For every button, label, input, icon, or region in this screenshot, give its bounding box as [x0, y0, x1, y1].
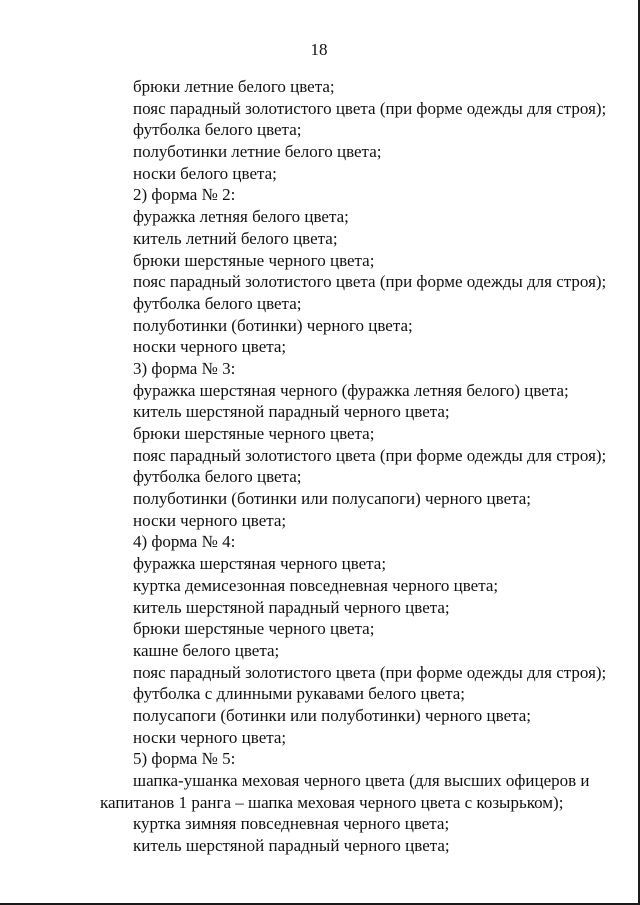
- text-line: шапка-ушанка меховая черного цвета (для высших офицеров и: [133, 771, 590, 790]
- text-line: капитанов 1 ранга – шапка меховая черного цвета с козырьком);: [100, 792, 564, 812]
- text-line: китель шерстяной парадный черного цвета;: [133, 597, 450, 617]
- text-line: полуботинки летние белого цвета;: [133, 142, 382, 162]
- text-line: брюки шерстяные черного цвета;: [133, 424, 375, 443]
- text-line: футболка белого цвета;: [133, 467, 302, 487]
- text-line: куртка демисезонная повседневная черного цвета;: [133, 575, 499, 595]
- text-line: фуражка шерстяная черного цвета;: [133, 554, 387, 574]
- text-line: пояс парадный золотистого цвета (при форме одежды для строя);: [133, 662, 607, 682]
- text-line: носки черного цвета;: [133, 727, 287, 747]
- text-line: полусапоги (ботинки или полуботинки) черного цвета;: [133, 705, 532, 725]
- text-line: 2) форма № 2:: [133, 185, 236, 205]
- page-number: 18: [310, 40, 328, 59]
- text-line: 3) форма № 3:: [133, 358, 236, 378]
- text-line: носки черного цвета;: [133, 337, 287, 357]
- text-line: брюки летние белого цвета;: [133, 77, 335, 96]
- text-line: китель летний белого цвета;: [133, 228, 338, 248]
- text-line: брюки шерстяные черного цвета;: [133, 619, 375, 639]
- text-line: носки белого цвета;: [133, 163, 277, 183]
- text-line: футболка белого цвета;: [133, 120, 302, 140]
- text-line: полуботинки (ботинки или полусапоги) черного цвета;: [133, 489, 532, 509]
- text-line: футболка белого цвета;: [133, 293, 302, 313]
- text-line: китель шерстяной парадный черного цвета;: [133, 836, 450, 856]
- text-line: кашне белого цвета;: [133, 640, 280, 660]
- text-line: фуражка шерстяная черного (фуражка летняя белого) цвета;: [133, 380, 569, 400]
- text-line: футболка с длинными рукавами белого цвета;: [133, 684, 465, 704]
- text-line: пояс парадный золотистого цвета (при форме одежды для строя);: [133, 272, 607, 292]
- text-line: куртка зимняя повседневная черного цвета;: [133, 814, 450, 834]
- text-line: пояс парадный золотистого цвета (при форме одежды для строя);: [133, 445, 607, 465]
- text-line: пояс парадный золотистого цвета (при форме одежды для строя);: [133, 98, 607, 118]
- text-line: 5) форма № 5:: [133, 749, 236, 769]
- text-line: китель шерстяной парадный черного цвета;: [133, 402, 450, 422]
- text-line: полуботинки (ботинки) черного цвета;: [133, 315, 413, 335]
- text-line: фуражка летняя белого цвета;: [133, 207, 349, 227]
- text-line: 4) форма № 4:: [133, 532, 236, 552]
- text-line: брюки шерстяные черного цвета;: [133, 250, 375, 270]
- text-line: носки черного цвета;: [133, 510, 287, 530]
- body-text: [100, 76, 620, 857]
